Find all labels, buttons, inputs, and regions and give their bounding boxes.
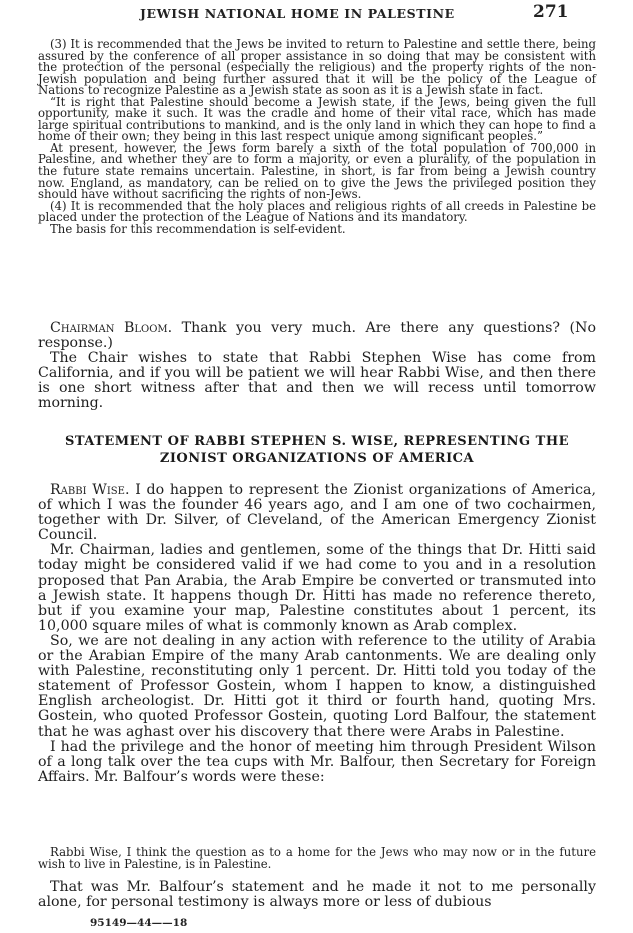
- statement-heading-line-2: ZIONIST ORGANIZATIONS OF AMERICA: [159, 451, 475, 466]
- wise-paragraph-3: So, we are not dealing in any action with reference to the utility of Arabia or the Arabian Empire of the many Arab cantonments. We are dealing only with Palestine, reconstituting only 1 percent. Dr. Hitti told you today of the statement of Professor Gostein, whom I happen to know, a distinguished English archeologist. Dr. Hitti got it third or fourth hand, quoting Mrs. Gostein, who quoted Professor Gostein, quoting Lord Balfour, the statement that he was aghast over his discovery that there were Arabs in Palestine.: [38, 632, 596, 740]
- statement-heading: [38, 433, 596, 467]
- balfour-quote: Rabbi Wise, I think the question as to a home for the Jews who may now or in the future wish to live in Palestine, is in Palestine.: [38, 845, 596, 871]
- speaker-chairman-bloom: Chairman Bloom.: [50, 320, 173, 336]
- recommendation-basis: The basis for this recommendation is self-evident.: [50, 221, 346, 236]
- chairman-text-1: Thank you very much. Are there any questions? (No response.): [38, 320, 596, 352]
- recommendations-block: [38, 39, 596, 235]
- wise-paragraph-1: [38, 483, 596, 543]
- printer-code: 95149—44——18: [90, 917, 188, 929]
- balfour-quote-block: [38, 847, 596, 870]
- wise-text-1: I do happen to represent the Zionist organizations of America, of which I was the founder 46 years ago, and I am one of two cochairmen, together with Dr. Silver, of Cleveland, of the American Emergency Zionist Council.: [38, 482, 596, 544]
- wise-paragraph-2: Mr. Chairman, ladies and gentlemen, some of the things that Dr. Hitti said today might be considered valid if we had come to you and in a resolution proposed that Pan Arabia, the Arab Empire be converted or transmuted into a Jewish state. It happens though Dr. Hitti has made no reference thereto, but if you examine your map, Palestine constitutes about 1 percent, its 10,000 square miles of what is commonly known as Arab complex.: [38, 542, 596, 634]
- wise-paragraph-4: I had the privilege and the honor of meeting him through President Wilson of a long talk over the tea cups with Mr. Balfour, then Secretary for Foreign Affairs. Mr. Balfour’s words were these:: [38, 738, 596, 785]
- chairman-paragraph: [38, 321, 596, 351]
- wise-testimony-block: [38, 483, 596, 785]
- quote-jewish-state: “It is right that Palestine should become a Jewish state, if the Jews, being given the full opportunity, make it such. It was the cradle and home of their vital race, which has made large spiritual contributions to mankind, and is the only land in which they can hope to find a home of their own; they being in this last respect unique among significant peoples.”: [38, 94, 596, 144]
- speaker-rabbi-wise: Rabbi Wise.: [50, 482, 130, 498]
- page-number: 271: [533, 2, 569, 22]
- page-header: [0, 2, 633, 24]
- closing-paragraph: That was Mr. Balfour’s statement and he made it not to me personally alone, for personal testimony is always more or less of dubious: [38, 879, 596, 911]
- chairman-block: [38, 321, 596, 412]
- chairman-text-2: The Chair wishes to state that Rabbi Stephen Wise has come from California, and if you will be patient we will hear Rabbi Wise, and then there is one short witness after that and then we will recess until tomorrow morning.: [38, 350, 596, 412]
- running-head: JEWISH NATIONAL HOME IN PALESTINE: [140, 6, 455, 21]
- recommendation-3: (3) It is recommended that the Jews be invited to return to Palestine and settle there, being assured by the conference of all proper assistance in so doing that may be consistent with the protection of the personal (especially the religious) and the property rights of the non-Jewish population and being further assured that it will be the policy of the League of Nations to recognize Palestine as a Jewish state as soon as it is a Jewish state in fact.: [38, 37, 596, 98]
- statement-heading-line-1: STATEMENT OF RABBI STEPHEN S. WISE, REPRESENTING THE: [64, 434, 570, 449]
- recommendation-4: (4) It is recommended that the holy places and religious rights of all creeds in Palestine be placed under the protection of the League of Nations and its mandatory.: [38, 198, 596, 225]
- closing-block: [38, 880, 596, 910]
- population-paragraph: At present, however, the Jews form barely a sixth of the total population of 700,000 in Palestine, and whether they are to form a majority, or even a plurality, of the population in the future state remains uncertain. Palestine, in short, is far from being a Jewish country now. England, as mandatory, can be relied on to give the Jews the privileged position they should have without sacrificing the rights of non-Jews.: [38, 140, 596, 202]
